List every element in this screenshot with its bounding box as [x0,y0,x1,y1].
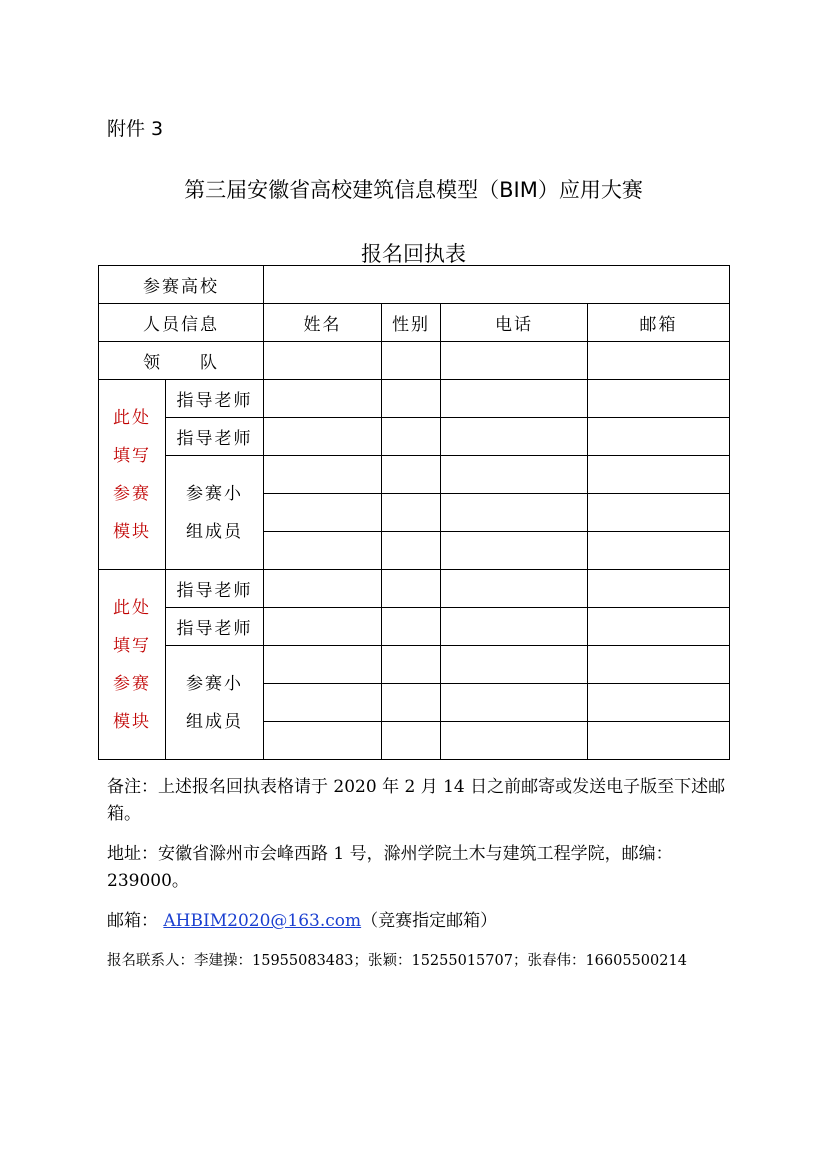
side-line: 此处 [113,597,151,618]
col-header-name: 姓名 [264,304,382,342]
header-row [99,304,730,342]
input-cell[interactable] [441,418,588,456]
input-cell[interactable] [588,646,730,684]
input-cell[interactable] [441,380,588,418]
input-cell[interactable] [382,532,441,570]
input-cell[interactable] [264,646,382,684]
leader-row [99,342,730,380]
input-cell[interactable] [382,646,441,684]
side-line: 填写 [113,635,151,656]
input-cell[interactable] [382,418,441,456]
email-note: （竞赛指定邮箱） [361,911,498,931]
members-line: 组成员 [186,711,243,732]
side-line: 此处 [113,407,151,428]
col-header-email: 邮箱 [588,304,730,342]
input-cell[interactable] [264,456,382,494]
advisor-label: 指导老师 [166,570,264,608]
email-line [107,908,727,935]
table-row [99,646,730,684]
input-cell[interactable] [441,646,588,684]
input-cell[interactable] [588,684,730,722]
input-cell[interactable] [588,722,730,760]
registration-table [98,265,730,760]
remark-text: 备注：上述报名回执表格请于 2020 年 2 月 14 日之前邮寄或发送电子版至下述邮箱。 [107,777,726,824]
col-header-gender: 性别 [382,304,441,342]
input-cell[interactable] [441,608,588,646]
leader-label: 领 队 [99,342,264,380]
col-header-phone: 电话 [441,304,588,342]
input-cell[interactable] [382,608,441,646]
table-row [99,380,730,418]
input-cell[interactable] [588,380,730,418]
input-cell[interactable] [264,494,382,532]
input-cell[interactable] [441,494,588,532]
input-cell[interactable] [264,684,382,722]
input-cell[interactable] [588,342,730,380]
input-cell[interactable] [382,570,441,608]
input-cell[interactable] [588,418,730,456]
side-line: 模块 [113,521,151,542]
advisor-label: 指导老师 [166,418,264,456]
attachment-label: 附件 3 [107,118,164,140]
input-cell[interactable] [264,532,382,570]
module-side-label [99,380,166,570]
input-cell[interactable] [588,570,730,608]
input-cell[interactable] [382,722,441,760]
input-cell[interactable] [588,608,730,646]
input-cell[interactable] [441,532,588,570]
input-cell[interactable] [264,570,382,608]
input-cell[interactable] [382,494,441,532]
members-line: 参赛小 [186,673,243,694]
side-line: 填写 [113,445,151,466]
personnel-label: 人员信息 [99,304,264,342]
table-row [99,418,730,456]
form-title: 报名回执表 [361,242,466,266]
email-label: 邮箱： [107,911,158,931]
input-cell[interactable] [264,722,382,760]
input-cell[interactable] [441,570,588,608]
advisor-label: 指导老师 [166,380,264,418]
side-line: 参赛 [113,673,151,694]
members-line: 参赛小 [186,483,243,504]
input-cell[interactable] [382,380,441,418]
input-cell[interactable] [441,456,588,494]
input-cell[interactable] [382,456,441,494]
input-cell[interactable] [264,608,382,646]
school-input-cell[interactable] [264,266,730,304]
side-line: 模块 [113,711,151,732]
email-link[interactable]: AHBIM2020@163.com [163,911,362,931]
members-label [166,646,264,760]
address-text: 地址：安徽省滁州市会峰西路 1 号，滁州学院土木与建筑工程学院，邮编：239000。 [107,844,673,891]
document-title: 第三届安徽省高校建筑信息模型（BIM）应用大赛 [184,178,643,202]
input-cell[interactable] [441,342,588,380]
input-cell[interactable] [588,456,730,494]
input-cell[interactable] [588,532,730,570]
members-line: 组成员 [186,521,243,542]
input-cell[interactable] [588,494,730,532]
input-cell[interactable] [264,418,382,456]
table-row [99,608,730,646]
input-cell[interactable] [441,684,588,722]
contacts-text: 报名联系人：李建操：15955083483；张颖：15255015707；张春伟：16605500214 [107,953,687,969]
side-line: 参赛 [113,483,151,504]
input-cell[interactable] [382,684,441,722]
input-cell[interactable] [264,342,382,380]
table-row [99,456,730,494]
notes-section [107,774,727,988]
school-label: 参赛高校 [99,266,264,304]
table-row [99,570,730,608]
advisor-label: 指导老师 [166,608,264,646]
members-label [166,456,264,570]
input-cell[interactable] [264,380,382,418]
input-cell[interactable] [441,722,588,760]
module-side-label [99,570,166,760]
school-row [99,266,730,304]
input-cell[interactable] [382,342,441,380]
